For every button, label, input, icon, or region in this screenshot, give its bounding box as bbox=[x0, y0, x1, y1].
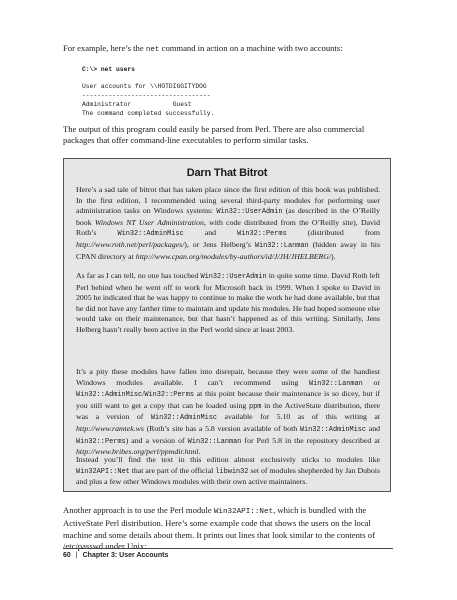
footer-separator: | bbox=[75, 552, 78, 559]
text-run: at this point because their maintenance is so dicey, but if you still want to get a copy that can be loaded using bbox=[76, 389, 380, 410]
intro-paragraph bbox=[63, 43, 393, 56]
sidebar-paragraph-2 bbox=[76, 271, 380, 336]
sidebar-paragraph-4 bbox=[76, 455, 380, 488]
text-run: ). bbox=[331, 251, 336, 261]
page-footer bbox=[63, 552, 168, 559]
sidebar-paragraph-1 bbox=[76, 185, 380, 262]
intro-text-after: command in action on a machine with two accounts: bbox=[159, 43, 343, 53]
inline-code: Win32::AdminMisc bbox=[150, 414, 218, 423]
inline-code: Win32::Perms bbox=[237, 230, 287, 239]
text-run: available for 5.10 as of this writing at bbox=[217, 412, 380, 422]
text-run: , with code distributed from the O’Reilly site), David Roth’s bbox=[76, 217, 380, 238]
inline-code: Win32::AdminMisc bbox=[299, 425, 367, 434]
inline-code: Win32::Lanman bbox=[254, 241, 309, 250]
text-run: under Unix: bbox=[103, 541, 147, 552]
text-run: ) and a version of bbox=[125, 435, 188, 445]
text-run: Another approach is to use the Perl module bbox=[63, 505, 214, 515]
sidebar-paragraph-3 bbox=[76, 367, 380, 458]
text-run: Here’s a sad tale of bitrot that has taken place since the first edition of this book was published. In the first edition, I recommended using several third-party modules for performing user administration tasks on Windows systems: bbox=[76, 185, 380, 216]
sidebar-title: Darn That Bitrot bbox=[186, 167, 268, 179]
inline-code: Win32::Lanman bbox=[187, 437, 242, 446]
italic-text: http://www.bribes.org/perl/ppmdir.html bbox=[76, 447, 199, 457]
code-line: Administrator Guest bbox=[82, 100, 192, 108]
inline-code-net: net bbox=[145, 46, 160, 54]
inline-code: Win32::Perms bbox=[76, 437, 126, 446]
text-run: (distributed from bbox=[286, 228, 380, 238]
inline-code: Win32::UserAdmin bbox=[200, 273, 267, 281]
inline-code: Win32API::Net bbox=[213, 508, 274, 516]
italic-text: http://www.roth.net/perl/packages/ bbox=[76, 239, 185, 249]
text-run: and bbox=[366, 423, 381, 433]
text-run: ), or Jens Helberg’s bbox=[184, 239, 255, 249]
inline-code: Win32API::Net bbox=[76, 467, 130, 476]
code-line: ---------------------------------- bbox=[82, 92, 211, 100]
code-line: User accounts for \\HOTDIGGITYDOG bbox=[82, 83, 207, 91]
italic-text: http://www.ramtek.ws bbox=[76, 423, 144, 433]
text-run: that are part of the official bbox=[129, 465, 216, 475]
text-run: and bbox=[183, 228, 238, 238]
text-run: Instead you’ll find the text in this edition almost exclusively sticks to modules like bbox=[76, 455, 380, 464]
inline-code: Win32::AdminMisc bbox=[117, 230, 184, 239]
text-run: / bbox=[142, 389, 145, 399]
chapter-title: Chapter 3: User Accounts bbox=[82, 552, 169, 559]
page-number: 60 bbox=[63, 552, 71, 559]
text-run: (Roth’s site has a 5.8 version available of both bbox=[143, 423, 300, 433]
footer-rule bbox=[63, 548, 393, 549]
inline-code: Win32::Perms bbox=[144, 391, 194, 400]
italic-text: http://www.cpan.org/modules/by-authors/id/J/JH/JHELBERG/ bbox=[135, 251, 332, 261]
text-run: As far as I can tell, no one has touched bbox=[76, 271, 201, 280]
code-line: The command completed successfully. bbox=[82, 109, 215, 117]
sidebar-box bbox=[63, 158, 391, 492]
inline-code: Win32::AdminMisc bbox=[76, 391, 143, 400]
inline-code: Win32::UserAdmin bbox=[216, 208, 283, 217]
inline-code: ppm bbox=[248, 402, 262, 411]
after-code-paragraph: The output of this program could easily be parsed from Perl. There are also commercial packages that offer command-line executables to perform similar tasks. bbox=[63, 124, 365, 146]
text-run: for Perl 5.8 in the repository described at bbox=[241, 435, 380, 445]
italic-text: Windows NT User Administration bbox=[94, 217, 204, 227]
text-run: in quite some time. David Roth left Perl behind when he went off to work for Microsoft back in 1999. When I spoke to David in 2005 he indicated that he was happy to continue to make the work he had done available, but that he did not have any farther time to maintain and update his modules. He had hoped someone else would take on their maintenance, but that hasn’t happened as of this writing. Similarly, Jens Helberg hasn’t really been active in the Perl world since at least 2003. bbox=[76, 271, 381, 334]
text-run: , which is bundled with the ActiveState Perl distribution. Here’s some example code that shows the users on the local machine and some details about them. It prints out lines that look similar to the contents of bbox=[63, 505, 375, 540]
inline-code: Win32::Lanman bbox=[309, 379, 363, 388]
code-line-command: C:\> net users bbox=[82, 66, 135, 73]
text-run: It’s a pity these modules have fallen into disrepair, because they were some of the handiest Windows modules available. I can’t recommend using bbox=[76, 367, 380, 387]
inline-code: libwin32 bbox=[215, 467, 249, 476]
code-block bbox=[82, 66, 382, 118]
text-run: set of modules shepherded by Jan Dubois and plus a few other Windows modules with their own active maintainers. bbox=[76, 465, 380, 487]
outro-paragraph bbox=[63, 505, 393, 553]
text-run: or bbox=[362, 377, 380, 387]
text-run: (as described in the O’Reilly book bbox=[76, 206, 380, 227]
intro-text-before: For example, here’s the bbox=[63, 43, 146, 53]
text-run: . bbox=[198, 447, 201, 457]
text-run: in the ActiveState distribution, there was a version of bbox=[76, 400, 380, 422]
text-run: (hidden away in his CPAN directory at bbox=[76, 239, 380, 261]
italic-text: /etc/passwd bbox=[63, 541, 104, 552]
